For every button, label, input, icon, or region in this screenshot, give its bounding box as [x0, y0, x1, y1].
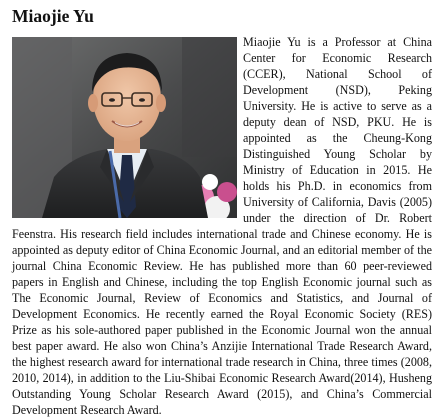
profile-name: Miaojie Yu	[12, 6, 94, 26]
profile-bio-paragraph	[12, 34, 432, 418]
profile-bio-text: Miaojie Yu is a Professor at China Center for Economic Research (CCER), National School of Development (NSD), Peking University. He is active to serve as a deputy dean of NSD, PKU. He is appointed as the Cheung-Kong Distinguished Young Scholar by Ministry of Education in 2015. He holds his Ph.D. in economics from University of California, Davis (2005) under the direction of Dr. Robert Feenstra. His research field includes international trade and Chinese economy. He is appointed as deputy editor of China Economic Journal, and an editorial member of the journal China Economic Review. He has published more than 60 peer-reviewed papers in English and Chinese, including the top English Economic journal such as The Economic Journal, Review of Economics and Statistics, and Journal of Development Economics. He recently earned the Royal Economic Society (RES) Prize as his sole-authored paper published in the Economic Journal won the annual best paper award. He also won China’s Anzijie International Trade Research Award, the highest research award for international trade research in China, three times (2008, 2010, 2014), in addition to the Liu-Shibai Economic Research Award(2014), Husheng Outstanding Young Scholar Research Award (2015), and China’s Commercial Development Research Award.	[12, 35, 432, 417]
profile-photo	[12, 37, 237, 218]
profile-card	[12, 4, 432, 418]
